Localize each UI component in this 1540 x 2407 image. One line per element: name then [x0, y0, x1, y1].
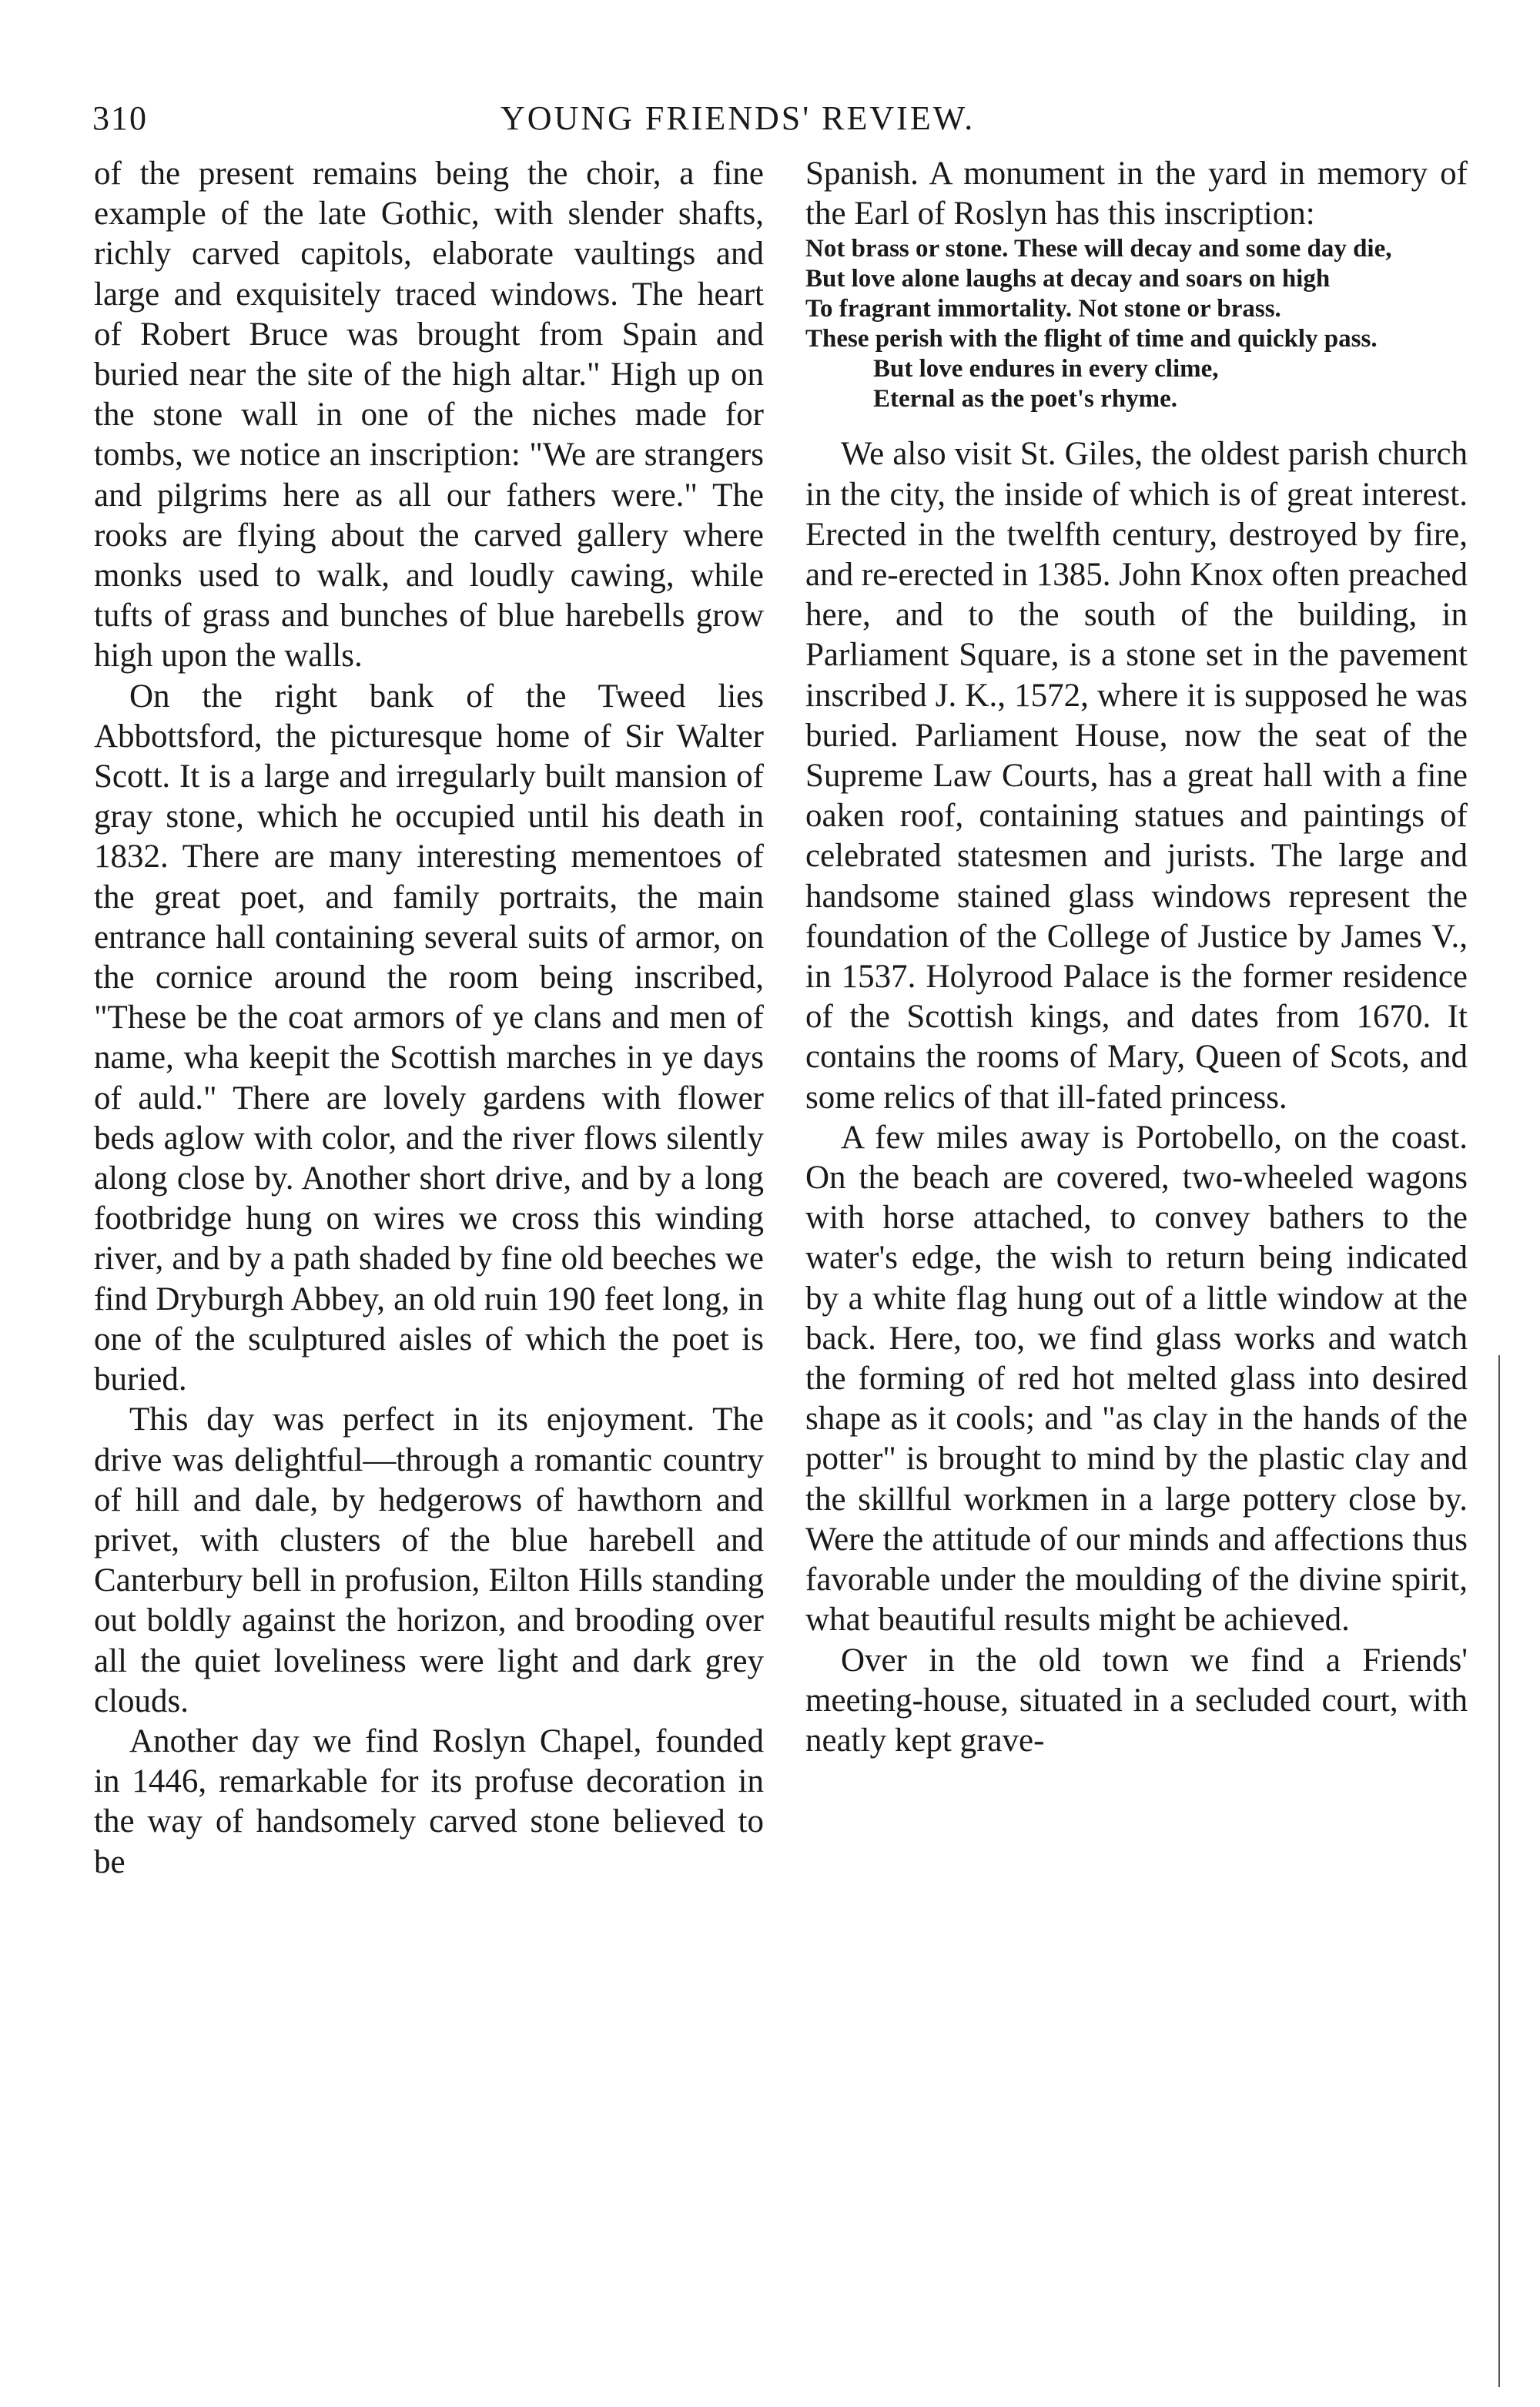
- page-number: 310: [92, 99, 148, 137]
- page-header: [92, 99, 1463, 145]
- paragraph: This day was perfect in its enjoyment. The drive was delightful—through a romantic country of hill and dale, by hedgerows of hawthorn and privet, with clusters of the blue harebell and Canterbury bell in profusion, Eilton Hills standing out boldly against the horizon, and brooding over all the quiet loveliness were light and dark grey clouds.: [94, 1401, 764, 1719]
- paragraph: Over in the old town we find a Friends' meeting-house, situated in a secluded court, with neatly kept grave-: [805, 1642, 1468, 1759]
- paragraph: We also visit St. Giles, the oldest parish church in the city, the inside of which is of great interest. Erected in the twelfth century, destroyed by fire, and re-erected in 1385. John Knox often preached here, and to the south of the building, in Parliament Square, is a stone set in the pavement inscribed J. K., 1572, where it is supposed he was buried. Parliament House, now the seat of the Supreme Law Courts, has a great hall with a fine oaken roof, containing statues and paintings of celebrated statesmen and jurists. The large and handsome stained glass windows represent the foundation of the College of Justice by James V., in 1537. Holyrood Palace is the former residence of the Scottish kings, and dates from 1670. It contains the rooms of Mary, Queen of Scots, and some relics of that ill-fated princess.: [805, 436, 1468, 1116]
- running-head: YOUNG FRIENDS' REVIEW.: [500, 99, 976, 137]
- paragraph: of the present remains being the choir, a fine example of the late Gothic, with slender shafts, richly carved capitols, elaborate vaultings and large and exquisitely traced windows. The heart of Robert Bruce was brought from Spain and buried near the site of the high altar." High up on the stone wall in one of the niches made for tombs, we notice an inscription: "We are strangers and pilgrims here as all our fathers were." The rooks are flying about the carved gallery where monks used to walk, and loudly cawing, while tufts of grass and bunches of blue harebells grow high upon the walls.: [94, 156, 764, 675]
- paragraph: A few miles away is Portobello, on the coast. On the beach are covered, two-wheeled wagons with horse attached, to convey bathers to the water's edge, the wish to return being indicated by a white flag hung out of a little window at the back. Here, too, we find glass works and watch the forming of red hot melted glass into desired shape as it cools; and "as clay in the hands of the potter" is brought to mind by the plastic clay and the skillful workmen in a large pottery close by. Were the attitude of our minds and affections thus favorable under the moulding of the divine spirit, what beautiful results might be achieved.: [805, 1119, 1468, 1639]
- poem-line: Not brass or stone. These will decay and some day die,: [805, 235, 1392, 263]
- poem-line: But love alone laughs at decay and soars on high: [805, 265, 1331, 293]
- paragraph: Another day we find Roslyn Chapel, founded in 1446, remarkable for its profuse decoration in the way of handsomely carved stone believed to be: [94, 1722, 764, 1880]
- poem-line: But love endures in every clime,: [873, 355, 1219, 383]
- poem-line: To fragrant immortality. Not stone or brass.: [805, 295, 1281, 323]
- poem-line: These perish with the flight of time and quickly pass.: [805, 325, 1378, 353]
- paragraph: On the right bank of the Tweed lies Abbottsford, the picturesque home of Sir Walter Scott. It is a large and irregularly built mansion of gray stone, which he occupied until his death in 1832. There are many interesting mementoes of the great poet, and family portraits, the main entrance hall containing several suits of armor, on the cornice around the room being inscribed, "These be the coat armors of ye clans and men of name, wha keepit the Scottish marches in ye days of auld." There are lovely gardens with flower beds aglow with color, and the river flows silently along close by. Another short drive, and by a long footbridge hung on wires we cross this winding river, and by a path shaded by fine old beeches we find Dryburgh Abbey, an old ruin 190 feet long, in one of the sculptured aisles of which the poet is buried.: [94, 678, 764, 1398]
- right-column: [805, 154, 1468, 1761]
- left-column: [94, 154, 764, 1883]
- page-edge-rule: [1498, 1355, 1500, 2387]
- poem-line: Eternal as the poet's rhyme.: [873, 385, 1178, 413]
- inscription-poem: [805, 234, 1468, 414]
- paragraph: Spanish. A monument in the yard in memory of the Earl of Roslyn has this inscription:: [805, 156, 1468, 233]
